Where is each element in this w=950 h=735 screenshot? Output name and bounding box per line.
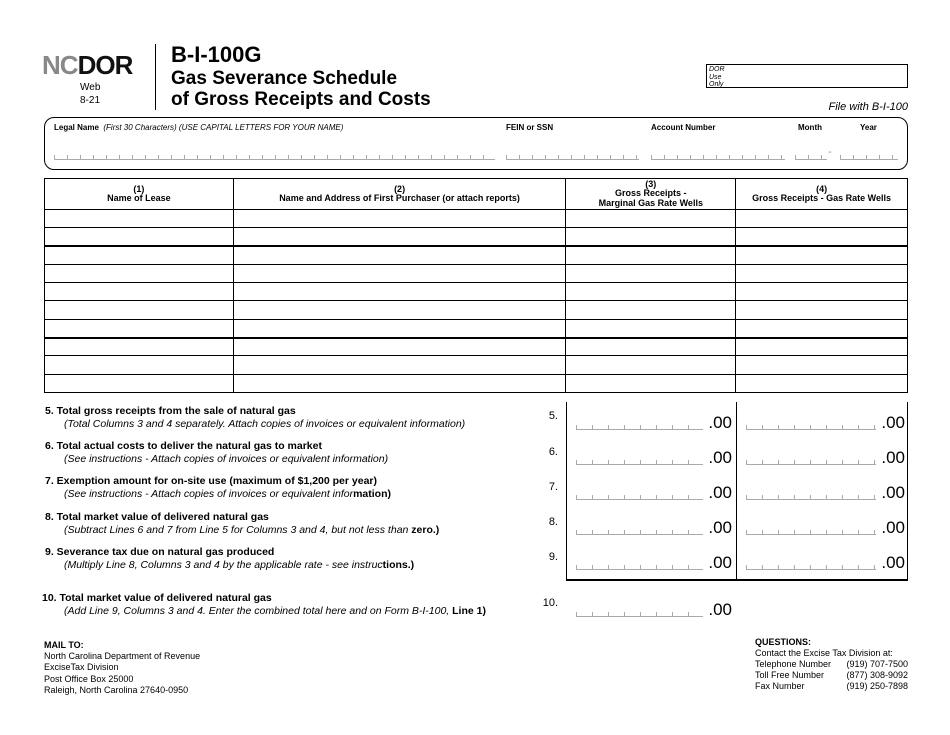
lease-cell[interactable] [45, 338, 234, 356]
lease-cell[interactable] [45, 374, 234, 392]
table-header-row [45, 179, 908, 210]
line-5-col3-amount[interactable]: .00 [566, 408, 735, 438]
month-field[interactable] [795, 155, 827, 160]
title-line-1: Gas Severance Schedule [171, 68, 398, 89]
line-5-col4-amount[interactable]: .00 [736, 408, 908, 438]
account-number-field[interactable] [651, 155, 785, 160]
lease-cell[interactable] [45, 301, 234, 319]
gas-receipts-cell[interactable] [736, 374, 908, 392]
table-row [45, 319, 908, 337]
lease-cell[interactable] [45, 264, 234, 282]
date-separator: - [828, 146, 832, 158]
gas-receipts-cell[interactable] [736, 228, 908, 246]
mail-address-line: Raleigh, North Carolina 27640-0950 [44, 684, 189, 695]
col-header-gas-receipts: (4) Gross Receipts - Gas Rate Wells [736, 179, 908, 210]
fein-field[interactable] [506, 155, 639, 160]
gas-receipts-cell[interactable] [736, 210, 908, 228]
gas-receipts-cell[interactable] [736, 356, 908, 374]
line-8-col3-amount[interactable]: .00 [566, 513, 735, 543]
table-row [45, 338, 908, 356]
line-9-col4-amount[interactable]: .00 [736, 548, 908, 578]
purchaser-cell[interactable] [233, 301, 566, 319]
mail-address-line: North Carolina Department of Revenue [44, 651, 201, 662]
purchaser-cell[interactable] [233, 228, 566, 246]
phone-row: Toll Free Number (877) 308-9092 [755, 670, 908, 681]
line-6-col4-amount[interactable]: .00 [736, 443, 908, 473]
marginal-receipts-cell[interactable] [566, 356, 736, 374]
dor-use-line: Only [709, 81, 724, 88]
purchaser-cell[interactable] [233, 283, 566, 301]
col-header-lease: (1) Name of Lease [45, 179, 234, 210]
dor-use-line: Use [709, 73, 722, 81]
line-7-col3-amount[interactable]: .00 [566, 478, 735, 508]
line-8-number: 8. [548, 516, 558, 528]
mail-address-line: Post Office Box 25000 [44, 673, 134, 684]
gas-receipts-cell[interactable] [736, 338, 908, 356]
line-7-label: 7. Exemption amount for on-site use (maximum of $1,200 per year) (See instructions - Attach copies of invoices or equivalent information) [45, 475, 392, 500]
line-7-col4-amount[interactable]: .00 [736, 478, 908, 508]
purchaser-cell[interactable] [233, 210, 566, 228]
line-9-number: 9. [548, 551, 558, 563]
legal-name-label: Legal Name (First 30 Characters) (USE CAPITAL LETTERS FOR YOUR NAME) [54, 123, 344, 132]
marginal-receipts-cell[interactable] [566, 301, 736, 319]
lease-cell[interactable] [45, 356, 234, 374]
logo-dor: DOR [77, 50, 133, 80]
line-6-col3-amount[interactable]: .00 [566, 443, 735, 473]
legal-name-field[interactable] [54, 155, 495, 160]
line-8-label: 8. Total market value of delivered natural gas (Subtract Lines 6 and 7 from Line 5 for Columns 3 and 4, but not less than zero.) [45, 511, 440, 536]
questions-intro: Contact the Excise Tax Division at: [755, 648, 893, 659]
marginal-receipts-cell[interactable] [566, 374, 736, 392]
mail-to-block [44, 640, 200, 696]
table-row [45, 356, 908, 374]
gas-receipts-cell[interactable] [736, 246, 908, 264]
web-label: Web [80, 82, 101, 93]
version-label: 8-21 [80, 95, 101, 106]
line-6-number: 6. [548, 446, 558, 458]
marginal-receipts-cell[interactable] [566, 283, 736, 301]
file-with-note: File with B-I-100 [828, 101, 908, 113]
dor-use-line: DOR [709, 66, 725, 73]
line-9-col3-amount[interactable]: .00 [566, 548, 735, 578]
line-6-label: 6. Total actual costs to deliver the natural gas to market (See instructions - Attach copies of invoices or equivalent information) [45, 440, 389, 465]
marginal-receipts-cell[interactable] [566, 319, 736, 337]
schedule-table [44, 178, 908, 393]
lease-cell[interactable] [45, 283, 234, 301]
marginal-receipts-cell[interactable] [566, 246, 736, 264]
purchaser-cell[interactable] [233, 246, 566, 264]
table-row [45, 301, 908, 319]
header-divider [155, 44, 156, 110]
line-7-number: 7. [548, 481, 558, 493]
line-10-total-amount[interactable]: .00 [566, 595, 735, 625]
line-5-number: 5. [548, 410, 558, 422]
lease-cell[interactable] [45, 319, 234, 337]
col-header-purchaser: (2) Name and Address of First Purchaser (or attach reports) [233, 179, 566, 210]
lease-cell[interactable] [45, 210, 234, 228]
phone-row: Telephone Number (919) 707-7500 [755, 659, 908, 669]
form-title [171, 68, 431, 110]
questions-heading: QUESTIONS: [755, 637, 812, 647]
table-row [45, 210, 908, 228]
ncdor-logo [42, 52, 132, 78]
month-label: Month [798, 123, 822, 132]
gas-receipts-cell[interactable] [736, 319, 908, 337]
legal-name-hint: (First 30 Characters) (USE CAPITAL LETTERS FOR YOUR NAME) [103, 123, 344, 132]
marginal-receipts-cell[interactable] [566, 264, 736, 282]
mail-to-heading: MAIL TO: [44, 640, 84, 650]
year-field[interactable] [840, 155, 898, 160]
table-row [45, 374, 908, 392]
gas-receipts-cell[interactable] [736, 283, 908, 301]
col-header-marginal-receipts: (3) Gross Receipts - Marginal Gas Rate Wells [566, 179, 736, 210]
marginal-receipts-cell[interactable] [566, 228, 736, 246]
phone-list [755, 659, 908, 693]
lease-cell[interactable] [45, 246, 234, 264]
dor-use-only-box [706, 64, 908, 88]
account-number-label: Account Number [651, 123, 716, 132]
purchaser-cell[interactable] [233, 264, 566, 282]
mail-address-line: ExciseTax Division [44, 662, 119, 673]
gas-receipts-cell[interactable] [736, 301, 908, 319]
marginal-receipts-cell[interactable] [566, 338, 736, 356]
purchaser-cell[interactable] [233, 374, 566, 392]
line-10-number: 10. [542, 597, 558, 609]
purchaser-cell[interactable] [233, 338, 566, 356]
line-9-label: 9. Severance tax due on natural gas produced (Multiply Line 8, Columns 3 and 4 by the applicable rate - see instructions.) [45, 546, 415, 571]
lease-cell[interactable] [45, 228, 234, 246]
year-label: Year [860, 123, 877, 132]
phone-row: Fax Number (919) 250-7898 [755, 681, 908, 692]
purchaser-cell[interactable] [233, 319, 566, 337]
purchaser-cell[interactable] [233, 356, 566, 374]
form-number: B-I-100G [171, 42, 262, 67]
title-line-2: of Gross Receipts and Costs [171, 89, 431, 110]
questions-block [755, 637, 893, 659]
gas-receipts-cell[interactable] [736, 264, 908, 282]
line-8-col4-amount[interactable]: .00 [736, 513, 908, 543]
table-row [45, 264, 908, 282]
version-info [80, 81, 100, 107]
line-5-label: 5. Total gross receipts from the sale of natural gas (Total Columns 3 and 4 separately. Attach copies of invoices or equivalent information) [45, 405, 466, 430]
fein-label: FEIN or SSN [506, 123, 554, 132]
line-10-label: 10. Total market value of delivered natural gas (Add Line 9, Columns 3 and 4. Enter the combined total here and on Form B-I-100, Line 1) [42, 592, 486, 617]
logo-nc: NC [42, 50, 78, 80]
table-row [45, 246, 908, 264]
table-row [45, 283, 908, 301]
table-row [45, 228, 908, 246]
marginal-receipts-cell[interactable] [566, 210, 736, 228]
